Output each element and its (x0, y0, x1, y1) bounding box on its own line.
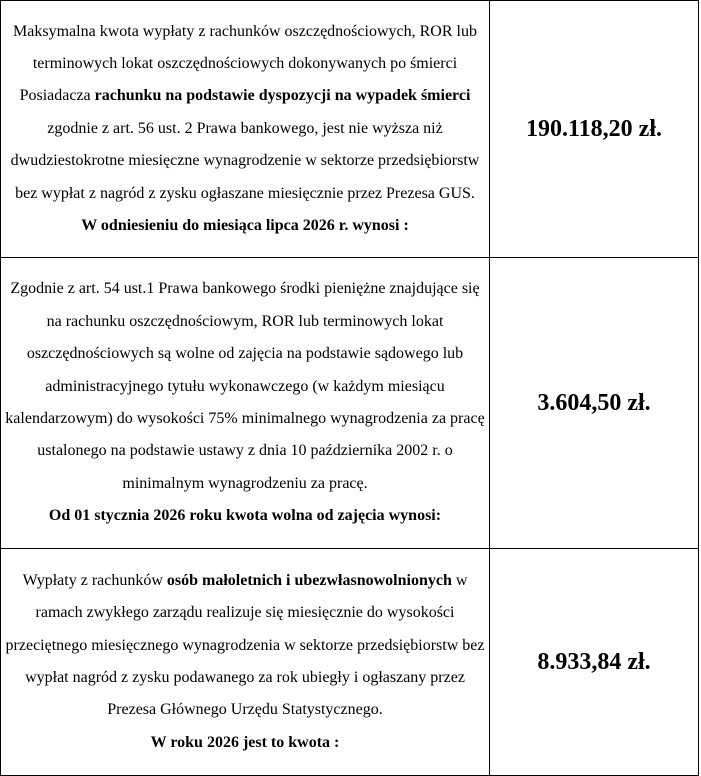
description-text: zgodnie z art. 56 ust. 2 Prawa bankowego, jest nie wyższa niż dwudziestokrotne miesięczne wynagrodzenie w sektorze przedsiębiorstw bez wypłat z nagród z zysku ogłaszane miesięcznie przez Prezesa GUS. (10, 119, 480, 202)
description-text: Maksymalna kwota wypłaty z rachunków oszczędnościowych, ROR lub terminowych lokat oszczędnościowych dokonywanych po śmierci Posiadacza (13, 22, 477, 105)
description-cell (1, 1, 490, 258)
amount-cell: 190.118,20 zł. (490, 1, 699, 258)
description-cell (1, 258, 490, 549)
description-lead: Od 01 stycznia 2026 roku kwota wolna od zajęcia wynosi: (48, 507, 442, 525)
description-cell (1, 549, 490, 776)
description-text: w ramach zwykłego zarządu realizuje się miesięcznie do wysokości przeciętnego miesięcznego wynagrodzenia w sektorze przedsiębiorstw bez wypłat nagród z zysku podawanego za rok ubiegły i ogłaszany przez Prezesa Głównego Urzędu Statystycznego. (5, 571, 485, 719)
description-emphasis: rachunku na podstawie dyspozycji na wypadek śmierci (94, 87, 471, 105)
table-row (1, 549, 699, 776)
amount-cell: 3.604,50 zł. (490, 258, 699, 549)
table-row (1, 1, 699, 258)
description-emphasis: osób małoletnich i ubezwłasnowolnionych (166, 571, 452, 589)
table-row (1, 258, 699, 549)
description-lead: W odniesieniu do miesiąca lipca 2026 r. wynosi : (81, 217, 409, 235)
description-text: Wypłaty z rachunków (22, 571, 167, 589)
description-lead: W roku 2026 jest to kwota : (150, 733, 340, 751)
description-text: Zgodnie z art. 54 ust.1 Prawa bankowego środki pieniężne znajdujące się na rachunku oszczędnościowym, ROR lub terminowych lokat oszczędnościowych są wolne od zajęcia na podstawie sądowego lub administracyjnego tytułu wykonawczego (w każdym miesiącu kalendarzowym) do wysokości 75% minimalnego wynagrodzenia za pracę ustalonego na podstawie ustawy z dnia 10 października 2002 r. o minimalnym wynagrodzeniu za pracę. (5, 280, 485, 492)
amount-cell: 8.933,84 zł. (490, 549, 699, 776)
